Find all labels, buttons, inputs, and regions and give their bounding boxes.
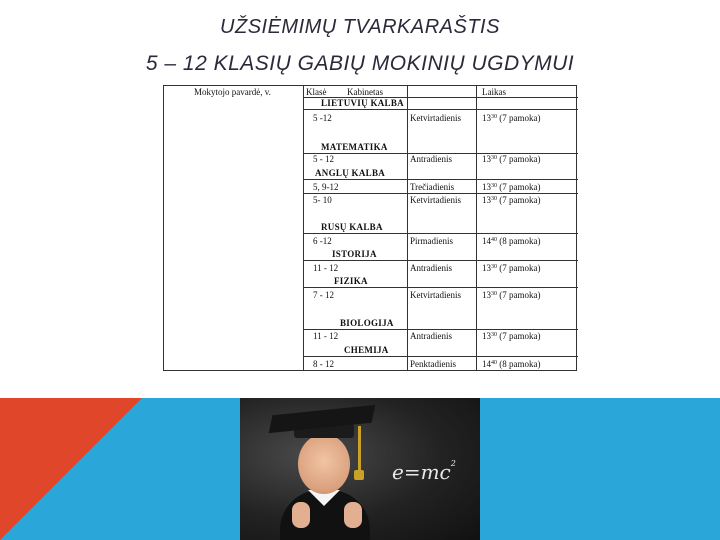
day-cell: Antradienis bbox=[410, 154, 452, 164]
formula-text: $e=mc^2$ bbox=[392, 459, 456, 484]
time-cell: $13^{30}$ (7 pamoka) bbox=[482, 182, 541, 192]
class-cell: 11 - 12 bbox=[313, 331, 339, 341]
thumbs-up-icon bbox=[292, 502, 310, 528]
page-title: UŽSIĖMIMŲ TVARKARAŠTIS bbox=[220, 16, 500, 38]
subject-heading: CHEMIJA bbox=[344, 345, 389, 355]
class-cell: 6 -12 bbox=[313, 236, 332, 246]
divider bbox=[303, 233, 578, 234]
divider bbox=[303, 193, 578, 194]
day-cell: Ketvirtadienis bbox=[410, 195, 461, 205]
day-cell: Antradienis bbox=[410, 263, 452, 273]
graduate-photo bbox=[240, 398, 480, 540]
divider bbox=[303, 287, 578, 288]
class-cell: 7 - 12 bbox=[313, 290, 334, 300]
day-cell: Trečiadienis bbox=[410, 182, 455, 192]
schedule-table bbox=[163, 85, 577, 371]
header-room: Kabinetas bbox=[347, 87, 383, 97]
divider bbox=[303, 356, 578, 357]
class-cell: 5- 10 bbox=[313, 195, 332, 205]
divider bbox=[303, 86, 304, 370]
tassel bbox=[358, 426, 361, 474]
header-class: Klasė bbox=[306, 87, 327, 97]
day-cell: Ketvirtadienis bbox=[410, 290, 461, 300]
subject-heading: FIZIKA bbox=[334, 276, 368, 286]
class-cell: 5 - 12 bbox=[313, 154, 334, 164]
divider bbox=[303, 109, 578, 110]
time-cell: $13^{30}$ (7 pamoka) bbox=[482, 290, 541, 300]
subject-heading: ANGLŲ KALBA bbox=[315, 168, 386, 178]
time-cell: $13^{30}$ (7 pamoka) bbox=[482, 154, 541, 164]
divider bbox=[303, 260, 578, 261]
class-cell: 5, 9-12 bbox=[313, 182, 339, 192]
class-cell: 8 - 12 bbox=[313, 359, 334, 369]
time-cell: $13^{30}$ (7 pamoka) bbox=[482, 331, 541, 341]
class-cell: 5 -12 bbox=[313, 113, 332, 123]
red-triangle bbox=[0, 398, 142, 540]
subject-heading: BIOLOGIJA bbox=[340, 318, 394, 328]
tassel-end bbox=[354, 470, 364, 480]
divider bbox=[476, 86, 477, 370]
day-cell: Ketvirtadienis bbox=[410, 113, 461, 123]
divider bbox=[303, 329, 578, 330]
subject-heading: RUSŲ KALBA bbox=[321, 222, 383, 232]
day-cell: Pirmadienis bbox=[410, 236, 453, 246]
thumbs-up-icon bbox=[344, 502, 362, 528]
day-cell: Antradienis bbox=[410, 331, 452, 341]
day-cell: Penktadienis bbox=[410, 359, 456, 369]
divider bbox=[407, 86, 408, 370]
time-cell: $14^{40}$ (8 pamoka) bbox=[482, 236, 541, 246]
page-subtitle: 5 – 12 KLASIŲ GABIŲ MOKINIŲ UGDYMUI bbox=[145, 52, 575, 75]
class-cell: 11 - 12 bbox=[313, 263, 339, 273]
time-cell: $13^{30}$ (7 pamoka) bbox=[482, 263, 541, 273]
decorative-footer-band bbox=[0, 398, 720, 540]
child-face bbox=[298, 434, 350, 494]
divider bbox=[303, 179, 578, 180]
time-cell: $13^{30}$ (7 pamoka) bbox=[482, 195, 541, 205]
subject-heading: LIETUVIŲ KALBA bbox=[321, 98, 404, 108]
time-cell: $14^{40}$ (8 pamoka) bbox=[482, 359, 541, 369]
subject-heading: ISTORIJA bbox=[332, 249, 377, 259]
blue-panel bbox=[480, 398, 720, 540]
header-time: Laikas bbox=[482, 87, 506, 97]
header-teacher: Mokytojo pavardė, v. bbox=[194, 87, 271, 97]
time-cell: $13^{30}$ (7 pamoka) bbox=[482, 113, 541, 123]
subject-heading: MATEMATIKA bbox=[321, 142, 388, 152]
